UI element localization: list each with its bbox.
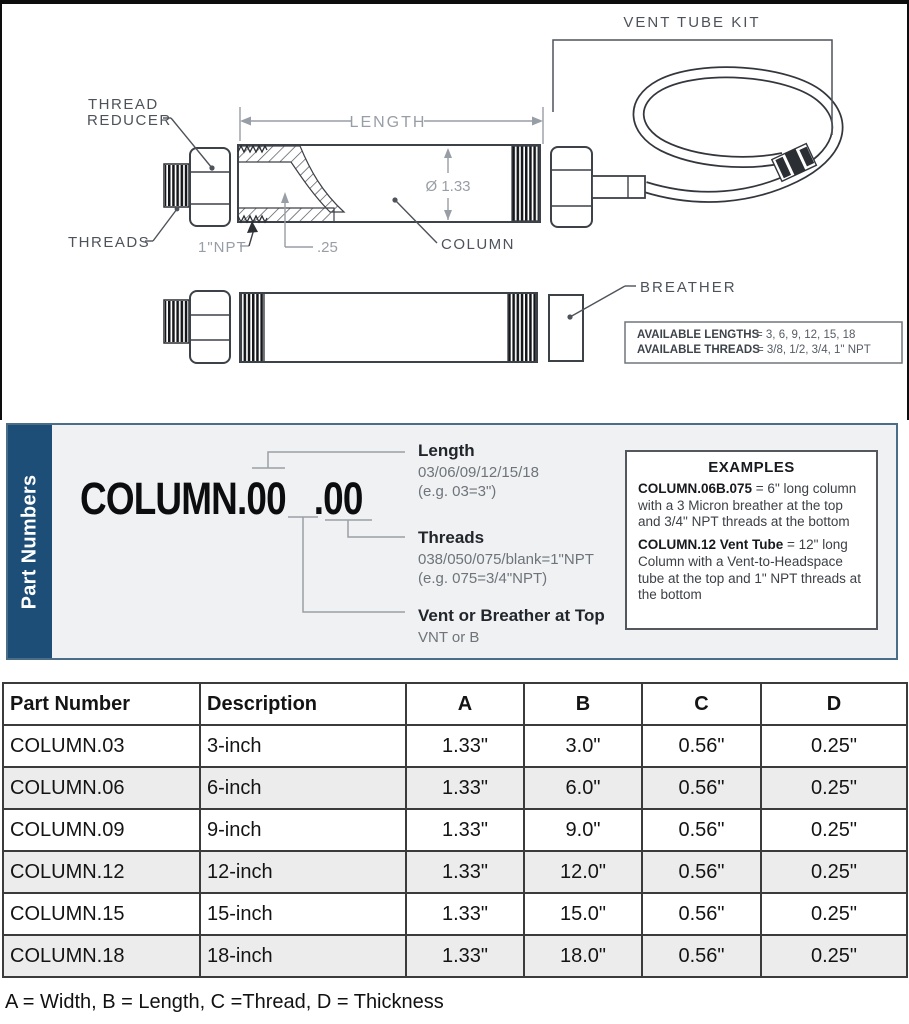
table-cell: 1.33" — [406, 851, 524, 893]
threads-legend-title: Threads — [418, 528, 485, 547]
examples-box — [625, 450, 878, 630]
threads-legend-example: (e.g. 075=3/4"NPT) — [418, 570, 548, 587]
example-item — [638, 537, 865, 604]
length-legend-example: (e.g. 03=3") — [418, 483, 497, 500]
thread-reducer-nipple — [164, 164, 189, 207]
lower-assembly — [164, 291, 583, 363]
wall-label: .25 — [317, 239, 338, 256]
length-legend-values: 03/06/09/12/15/18 — [418, 464, 539, 481]
table-cell: 0.56" — [642, 935, 761, 977]
column-label: COLUMN — [441, 236, 516, 253]
thread-reducer-label-1: THREAD — [88, 96, 159, 113]
example-item — [638, 481, 865, 531]
table-cell: COLUMN.06 — [3, 767, 200, 809]
threads-label: THREADS — [68, 234, 151, 251]
table-cell: 1.33" — [406, 725, 524, 767]
table-cell: 12-inch — [200, 851, 406, 893]
thread-reducer-label-2: REDUCER — [87, 112, 172, 129]
part-number-code-main: COLUMN.00 — [80, 473, 286, 524]
header-a: A — [406, 683, 524, 725]
available-threads-value: = 3/8, 1/2, 3/4, 1" NPT — [757, 344, 871, 356]
column-section — [238, 145, 540, 222]
table-cell: 18-inch — [200, 935, 406, 977]
table-cell: 0.25" — [761, 893, 907, 935]
table-row — [3, 851, 907, 893]
table-row — [3, 809, 907, 851]
length-legend — [418, 441, 633, 501]
table-cell: 0.56" — [642, 893, 761, 935]
vent-legend — [418, 606, 633, 647]
table-cell: 1.33" — [406, 809, 524, 851]
table-cell: 1.33" — [406, 767, 524, 809]
table-cell: 0.25" — [761, 725, 907, 767]
header-part-number: Part Number — [3, 683, 200, 725]
diameter-label: Ø 1.33 — [425, 178, 471, 195]
table-cell: 0.25" — [761, 809, 907, 851]
table-cell: 0.56" — [642, 851, 761, 893]
part-numbers-band — [6, 423, 898, 660]
vent-tube-nut — [551, 147, 592, 227]
table-cell: 6-inch — [200, 767, 406, 809]
threads-legend-values: 038/050/075/blank=1"NPT — [418, 551, 594, 568]
table-cell: COLUMN.12 — [3, 851, 200, 893]
table-cell: 12.0" — [524, 851, 642, 893]
length-dim-label: LENGTH — [349, 114, 427, 131]
table-cell: 0.56" — [642, 809, 761, 851]
examples-title: EXAMPLES — [708, 459, 795, 476]
table-cell: 0.25" — [761, 851, 907, 893]
table-cell: COLUMN.09 — [3, 809, 200, 851]
table-cell: 1.33" — [406, 935, 524, 977]
table-cell: 0.56" — [642, 767, 761, 809]
threads-legend — [418, 528, 633, 588]
vent-tube-loop — [592, 72, 837, 198]
table-cell: COLUMN.18 — [3, 935, 200, 977]
table-cell: 0.25" — [761, 935, 907, 977]
length-legend-title: Length — [418, 441, 475, 460]
part-numbers-sidebar-label: Part Numbers — [18, 474, 41, 609]
vent-tube-kit-label: VENT TUBE KIT — [623, 14, 761, 31]
table-cell: 3.0" — [524, 725, 642, 767]
table-cell: 3-inch — [200, 725, 406, 767]
example-text: = 12" long Column with a Vent-to-Headspace tube at the top and 1" NPT threads at the bottom — [638, 537, 861, 603]
breather-block — [549, 295, 583, 361]
table-cell: 9.0" — [524, 809, 642, 851]
table-footnote: A = Width, B = Length, C =Thread, D = Thickness — [5, 991, 444, 1013]
example-code: COLUMN.12 Vent Tube — [638, 537, 784, 553]
npt-label: 1"NPT — [198, 239, 247, 256]
breather-label: BREATHER — [640, 279, 737, 296]
table-header-row — [3, 683, 907, 725]
table-row — [3, 893, 907, 935]
table-row — [3, 767, 907, 809]
table-cell: 15.0" — [524, 893, 642, 935]
available-threads-label: AVAILABLE THREADS — [637, 344, 760, 356]
part-number-code-suffix: .00 — [313, 473, 363, 524]
table-cell: 6.0" — [524, 767, 642, 809]
table-cell: 1.33" — [406, 893, 524, 935]
table-cell: COLUMN.15 — [3, 893, 200, 935]
thread-reducer-nut — [190, 148, 230, 226]
example-text: = 6" long column with a 3 Micron breather at the top and 3/4" NPT threads at the bottom — [638, 481, 857, 530]
table-body — [3, 725, 907, 977]
vent-legend-values: VNT or B — [418, 629, 480, 646]
part-number-code — [80, 473, 363, 525]
table-cell: 18.0" — [524, 935, 642, 977]
available-lengths-label: AVAILABLE LENGTHS — [637, 329, 760, 341]
technical-drawing — [0, 0, 909, 422]
header-b: B — [524, 683, 642, 725]
table-row — [3, 935, 907, 977]
header-d: D — [761, 683, 907, 725]
table-cell: COLUMN.03 — [3, 725, 200, 767]
available-options-box — [625, 322, 902, 363]
table-cell: 9-inch — [200, 809, 406, 851]
available-lengths-value: = 3, 6, 9, 12, 15, 18 — [756, 329, 856, 341]
vent-legend-title: Vent or Breather at Top — [418, 606, 605, 625]
spec-table — [2, 682, 908, 978]
table-cell: 15-inch — [200, 893, 406, 935]
header-description: Description — [200, 683, 406, 725]
table-cell: 0.25" — [761, 767, 907, 809]
table-row — [3, 725, 907, 767]
table-cell: 0.56" — [642, 725, 761, 767]
example-code: COLUMN.06B.075 — [638, 481, 753, 496]
header-c: C — [642, 683, 761, 725]
